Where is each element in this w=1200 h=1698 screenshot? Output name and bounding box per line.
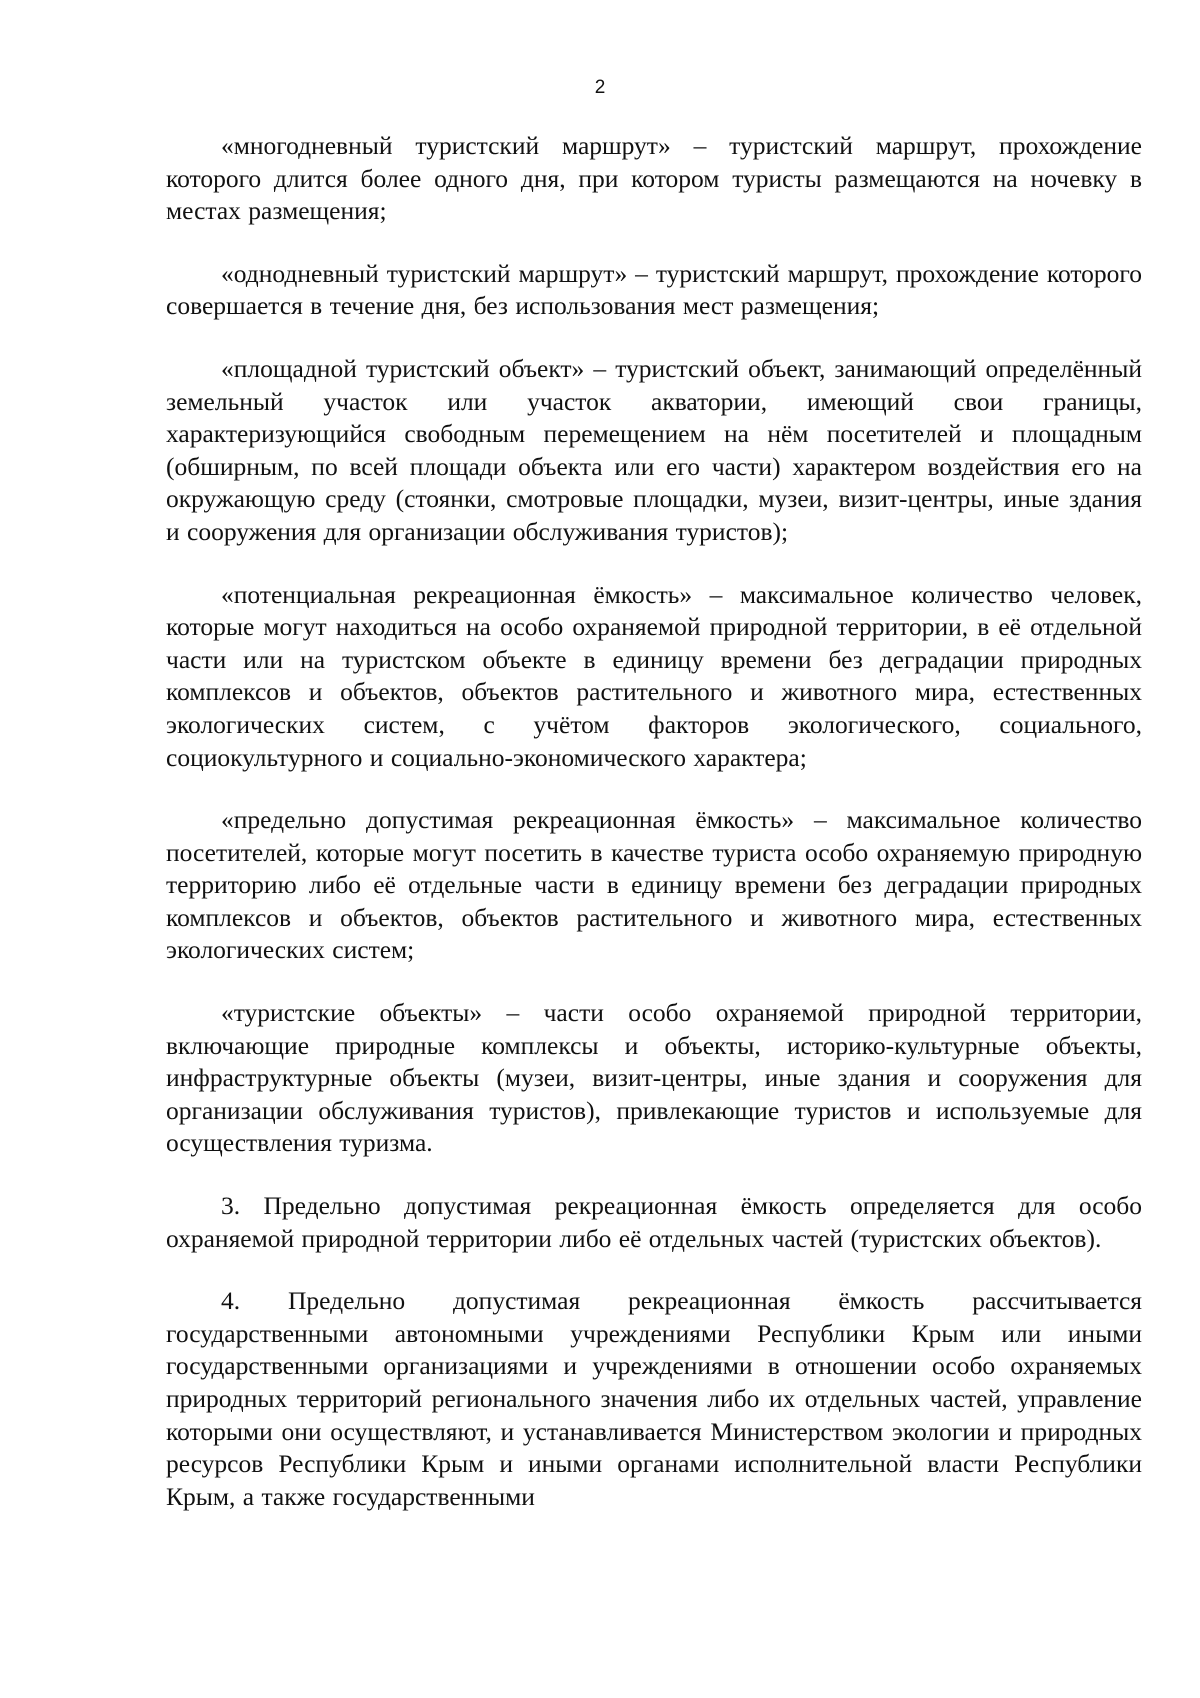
paragraph-tourist-objects: «туристские объекты» – части особо охраняемой природной территории, включающие природные комплексы и объекты, историко-культурные объекты, инфраструктурные объекты (музеи, визит-центры, иные здания и сооружения для организации обслуживания туристов), привлекающие туристов и используемые для осуществления туризма. [166, 998, 1142, 1158]
paragraph-item-3: 3. Предельно допустимая рекреационная ёмкость определяется для особо охраняемой природной территории либо её отдельных частей (туристских объектов). [166, 1191, 1142, 1253]
paragraph-maximum-capacity: «предельно допустимая рекреационная ёмкость» – максимальное количество посетителей, которые могут посетить в качестве туриста особо охраняемую природную территорию либо её отдельные части в единицу времени без деградации природных комплексов и объектов, объектов растительного и животного мира, естественных экологических систем; [166, 805, 1142, 965]
paragraph-area-tourist-object: «площадной туристский объект» – туристский объект, занимающий определённый земельный участок или участок акватории, имеющий свои границы, характеризующийся свободным перемещением на нём посетителей и площадным (обширным, по всей площади объекта или его части) характером воздействия его на окружающую среду (стоянки, смотровые площадки, музеи, визит-центры, иные здания и сооружения для организации обслуживания туристов); [166, 353, 1142, 546]
page-number: 2 [594, 77, 606, 98]
paragraph-potential-capacity: «потенциальная рекреационная ёмкость» – максимальное количество человек, которые могут находиться на особо охраняемой природной территории, в её отдельной части или на туристском объекте в единицу времени без деградации природных комплексов и объектов, объектов растительного и животного мира, естественных экологических систем, с учётом факторов экологического, социального, социокультурного и социально-экономического характера; [166, 579, 1142, 772]
paragraph-one-day-route: «однодневный туристский маршрут» – туристский маршрут, прохождение которого совершается в течение дня, без использования мест размещения; [166, 258, 1142, 321]
paragraph-multiday-route: «многодневный туристский маршрут» – туристский маршрут, прохождение которого длится более одного дня, при котором туристы размещаются на ночевку в местах размещения; [166, 131, 1142, 226]
document-body [166, 130, 1142, 1543]
paragraph-item-4: 4. Предельно допустимая рекреационная ёмкость рассчитывается государственными автономными учреждениями Республики Крым или иными государственными организациями и учреждениями в отношении особо охраняемых природных территорий регионального значения либо их отдельных частей, управление которыми они осуществляют, и устанавливается Министерством экологии и природных ресурсов Республики Крым и иными органами исполнительной власти Республики Крым, а также государственными [166, 1286, 1142, 1511]
